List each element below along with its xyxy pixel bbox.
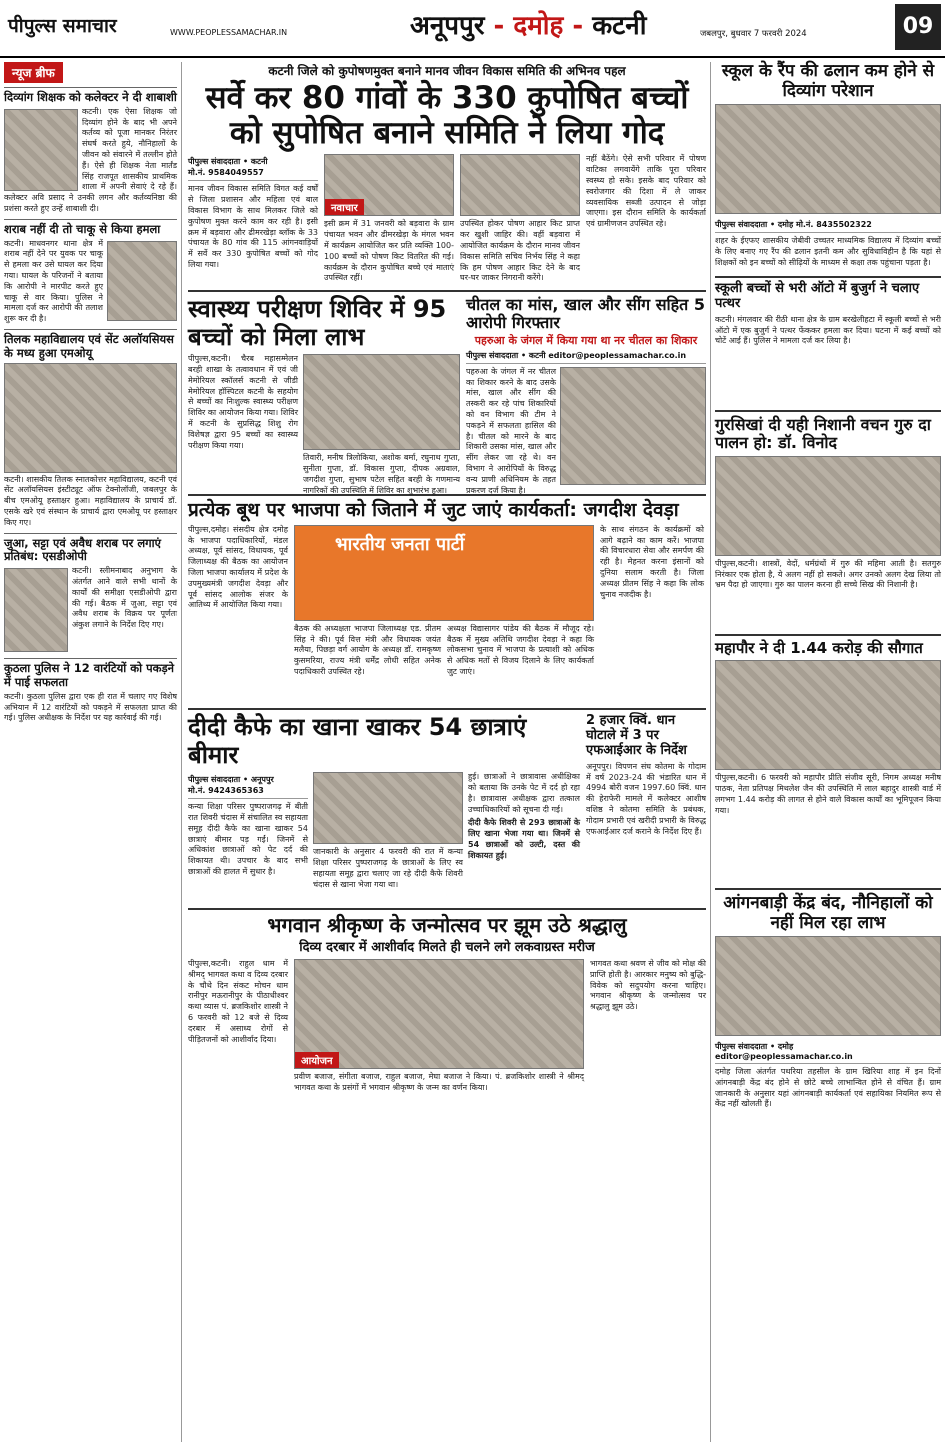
satsang-photo: [715, 456, 941, 556]
victim-photo: [107, 241, 177, 321]
website-url[interactable]: WWW.PEOPLESSAMACHAR.IN: [170, 28, 288, 37]
brief-headline: कुठला पुलिस ने 12 वारंटियों को पकड़ने में पाई सफलता: [4, 658, 177, 690]
brief-item: दिव्यांग शिक्षक को कलेक्टर ने दी शाबाशी कटनी। एक ऐसा शिक्षक जो दिव्यांग होने के बाद भी अपने कर्तव्य को पूजा मानकर निरंतर संघर्ष करते हुये, नौनिहालों के जीवन को संवारने में तल्लीन होते हैं। ऐसे ही शिक्षक नेता मार्तंड सिंह राजपूत शासकीय प्राथमिक शाला में अपनी सेवाएं दे रहे हैं। कलेक्टर अवि प्रसाद ने उनकी लगन और कर्तव्यनिष्ठा की प्रशंसा करते हुए उन्हें शाबाशी दी।: [4, 87, 177, 215]
krishna-subhead: दिव्य दरबार में आशीर्वाद मिलते ही चलने लगे लकवाग्रस्त मरीज: [299, 940, 595, 955]
city-anuppur: अनूपपुर: [410, 11, 485, 41]
brief-item: जुआ, सट्टा एवं अवैध शराब पर लगाएं प्रतिबंध: एसडीओपी कटनी। स्लीमनाबाद अनुभाग के अंतर्गत आने वाले सभी थानों के कार्यों की समीक्षा एसडीओपी द्वारा की गई। बैठक में जुआ, सट्टा एवं अवैध शराब के विक्रय पर पूर्णतः अंकुश लगाने के निर्देश दिए गए।: [4, 533, 177, 631]
ramp-story: स्कूल के रैंप की ढलान कम होने से दिव्यांग परेशान पीपुल्स संवाददाता • दमोह मो.नं. 8435502322 शहर के ईएफए शासकीय जेबीवी उच्चतर माध्यमिक विद्यालय में दिव्यांग बच्चों के लिए बनाए गए रैंप की ढलान इतनी कम और सुविधाविहीन है कि यहां से शिक्षकों को इन बच्चों को सीढ़ियों के माध्यम से कक्षा तक पहुंचाना पड़ता है।: [715, 61, 941, 267]
lead-byline: पीपुल्स संवाददाता • कटनी मो.नं. 9584049557: [188, 154, 318, 181]
brief-headline: शराब नहीं दी तो चाकू से किया हमला: [4, 219, 177, 237]
teacher-photo: [4, 109, 78, 191]
city-katni: कटनी: [592, 11, 647, 41]
lead-story: कटनी जिले को कुपोषणमुक्त बनाने मानव जीवन विकास समिति की अभिनव पहल सर्वे कर 80 गांवों के 330 कुपोषित बच्चों को सुपोषित बनाने समिति ने लिया गोद पीपुल्स संवाददाता • कटनी मो.नं. 9584049557 मानव जीवन विकास समिति विगत कई वर्षों से जिला प्रशासन और महिला एवं बाल विकास विभाग के साथ मिलकर जिले को कुपोषण मुक्त करने काम कर रही है। इसी क्रम में बड़वारा और ढीमरखेड़ा ब्लॉक के 33 पंचायत के 80 गांव की 115 आंगनवाड़ियों में सर्वे कर 330 कुपोषित बच्चों को गोद लिया गया। नवाचार इसी क्रम में 31 जनवरी को बड़वारा के ग्राम पंचायत भवन और ढीमरखेड़ा के मंगल भवन में कार्यक्रम आयोजित कर प्रति व्यक्ति 100-100 बच्चों को पोषण किट वितरित की गई। कार्यक्रम के दौरान कुपोषित बच्चे एवं माताएं उपस्थित रहीं। उपस्थित होकर पोषण आहार किट प्राप्त कर खुशी जाहिर की। वहीं बड़वारा में आयोजित कार्यक्रम के दौरान मानव जीवन विकास समिति सचिव निर्भय सिंह ने कहा कि हम पोषण आहार किट देने के बाद घर-घर जाकर निगरानी करेंगे। नहीं बैठेंगे। ऐसे सभी परिवार में पोषण वाटिका लगवायेंगे ताकि पूरा परिवार स्वस्थ्य हो सके। इसके बाद परिवार को स्वरोजगार की दिशा में ले जाकर व्यवसायिक सब्जी उत्पादन से जोड़ा जाएगा। इस दौरान समिति के कार्यकर्ता एवं ग्रामीणजन उपस्थित रहे।: [188, 64, 706, 283]
auto-headline: स्कूली बच्चों से भरी ऑटो में बुजुर्ग ने चलाए पत्थर: [715, 281, 920, 311]
right-column: [710, 62, 941, 1442]
auto-story: स्कूली बच्चों से भरी ऑटो में बुजुर्ग ने चलाए पत्थर कटनी। मंगलवार की रीठी थाना क्षेत्र के ग्राम बरखेलीहटा में स्कूली बच्चों से भरी ऑटो में एक बुजुर्ग ने पत्थर फेंककर हमला कर दिया। घटना में कई बच्चों को चोटें आई हैं। पुलिस ने मामला दर्ज कर लिया है।: [715, 276, 941, 406]
mahapaur-story: महापौर ने दी 1.44 करोड़ की सौगात पीपुल्स,कटनी। 6 फरवरी को महापौर प्रीति संजीव सूरी, निगम अध्यक्ष मनीष पाठक, नेता प्रतिपक्ष मिथलेश जैन की उपस्थिति में लाल बहादुर शास्त्री वार्ड में लगभग 1.44 करोड़ की लागत से होने वाले विकास कार्यों का भूमिपूजन किया गया।: [715, 634, 941, 884]
anganwadi-headline: आंगनबाड़ी केंद्र बंद, नौनिहालों को नहीं मिल रहा लाभ: [723, 893, 933, 933]
doctor-checkup-photo: [303, 354, 460, 450]
newspaper-logo: पीपुल्स समाचार: [8, 15, 117, 37]
school-ramp-photo: [715, 104, 941, 214]
city-damoh: दमोह: [513, 11, 564, 41]
brief-headline: तिलक महाविद्यालय एवं सेंट अलॉयसियस के मध्य हुआ एमओयू: [4, 329, 177, 361]
brief-item: तिलक महाविद्यालय एवं सेंट अलॉयसियस के मध्य हुआ एमओयू कटनी। शासकीय तिलक स्नातकोत्तर महाविद्यालय, कटनी एवं सेंट अलॉयसियस इंस्टीट्यूट ऑफ टेक्नोलॉजी, जबलपुर के बीच एमओयू हस्ताक्षर हुआ। महाविद्यालय के प्राचार्य डॉ. एसके खरे एवं संस्थान के प्राचार्य द्वारा एमओयू पर हस्ताक्षर किए गए।: [4, 329, 177, 529]
chital-story: चीतल का मांस, खाल और सींग सहित 5 आरोपी गिरफ्तार पहरुआ के जंगल में किया गया था नर चीतल का शिकार पीपुल्स संवाददाता • कटनी editor@peoplessamachar.co.in पहरुआ के जंगल में नर चीतल का शिकार करने के बाद उसके मांस, खाल और सींग की तस्करी कर रहे पांच शिकारियों को वन विभाग की टीम ने पकड़ने में सफलता हासिल की है। चीतल को मारने के बाद शिकारी उसका मांस, खाल और सींग लेकर जा रहे थे। वन विभाग ने आरोपियों के विरुद्ध वन्य प्राणी अधिनियम के तहत प्रकरण दर्ज किया है।: [466, 295, 705, 495]
mou-photo: [4, 363, 177, 473]
krishna-photo-tag: आयोजन: [295, 1052, 339, 1068]
krishna-headline: भगवान श्रीकृष्ण के जन्मोत्सव पर झूम उठे श्रद्धालु: [267, 913, 627, 937]
brief-item: शराब नहीं दी तो चाकू से किया हमला कटनी। माधवनगर थाना क्षेत्र में शराब नहीं देने पर युवक पर चाकू से हमला कर उसे घायल कर दिया गया। घायल के परिजनों ने बताया कि आरोपी ने मारपीट करते हुए चाकू से वार किया। पुलिस ने मामला दर्ज कर आरोपी की तलाश शुरू कर दी है।: [4, 219, 177, 325]
lead-photo: [324, 154, 454, 216]
brief-headline: दिव्यांग शिक्षक को कलेक्टर ने दी शाबाशी: [4, 87, 177, 105]
news-brief-column: [4, 62, 182, 1442]
didi-cafe-story: दीदी कैफे का खाना खाकर 54 छात्राएं बीमार पीपुल्स संवाददाता • अनूपपुर मो.नं. 9424365363 कन्या शिक्षा परिसर पुष्पराजगढ़ में बीती रात शिवरी चंदास में संचालित स्व सहायता समूह दीदी कैफे का खाना खाकर 54 छात्राएं बीमार पड़ गईं। जिनमें से अधिकांश छात्राओं को पेट दर्द की शिकायत थी। उपचार के बाद सभी छात्राओं की हालत में सुधार है। जानकारी के अनुसार 4 फरवरी की रात में कन्या शिक्षा परिसर पुष्पराजगढ़ के छात्राओं के लिए स्व सहायता समूह द्वारा चलाए जा रहे दीदी कैफे शिवरी चंदास से खाना भेजा गया था। हुई। छात्राओं ने छात्रावास अधीक्षिका को बताया कि उनके पेट में दर्द हो रहा है। छात्रावास अधीक्षक द्वारा तत्काल उच्चाधिकारियों को सूचना दी गई। दीदी कैफे शिवरी से 293 छात्राओं के लिए खाना भेजा गया था। जिनमें से 54 छात्राओं को उल्टी, दस्त की शिकायत हुई।: [188, 713, 580, 889]
main-content: [188, 62, 706, 1442]
dhan-headline: 2 हजार क्विं. धान घोटाले में 3 पर एफआईआर के निर्देश: [586, 713, 687, 758]
police-meeting-photo: [4, 568, 68, 652]
gurusikh-story: गुरसिखां दी यही निशानी वचन गुरु दा पालन हो: डॉ. विनोद पीपुल्स,कटनी। शास्त्रों, वेदों, धर्मग्रंथों में गुरु की महिमा आती है। सतगुरु निरंकार एक होता है, ये अलग नहीं हो सकते। अगर उनको अलग देख लिया तो भ्रम पैदा हो जाएगा। गुरु का पालन करना ही सच्चे सिख की निशानी है।: [715, 410, 941, 630]
chital-headline: चीतल का मांस, खाल और सींग सहित 5 आरोपी गिरफ्तार: [466, 295, 705, 333]
lead-kicker: कटनी जिले को कुपोषणमुक्त बनाने मानव जीवन विकास समिति की अभिनव पहल: [268, 64, 626, 78]
health-headline: स्वास्थ्य परीक्षण शिविर में 95 बच्चों को मिला लाभ: [188, 295, 447, 351]
lead-photo-2: [460, 154, 580, 216]
health-camp-story: स्वास्थ्य परीक्षण शिविर में 95 बच्चों को मिला लाभ पीपुल्स,कटनी। चैरब महासम्मेलन बरही शाखा के तत्वावधान में एवं जी मेमोरियल स्कॉलर्स कटनी से जीडी मेमोरियल हॉस्पिटल कटनी के सहयोग से बच्चों का निःशुल्क स्वास्थ्य परीक्षण शिविर का आयोजन किया गया। शिविर में कटनी के सुप्रसिद्ध शिशु रोग विशेषज्ञ द्वारा 95 बच्चों का स्वास्थ्य परीक्षण किया गया। तिवारी, मनीष त्रिलोकिया, अशोक बर्मा, रघुनाथ गुप्ता, सुनीता गुप्ता, डॉ. विकास गुप्ता, दीपक अग्रवाल, जगदीश गुप्ता, सुभाष पटेल सहित बरही के गणमान्य नागरिकों की उपस्थिति में शिविर का शुभारंभ हुआ।: [188, 295, 460, 495]
bjp-meeting-photo: [294, 525, 594, 621]
news-brief-label: न्यूज ब्रीफ: [4, 62, 63, 83]
anganwadi-story: आंगनबाड़ी केंद्र बंद, नौनिहालों को नहीं मिल रहा लाभ पीपुल्स संवाददाता • दमोह editor@peoplessamachar.co.in दमोह जिला अंतर्गत पथरिया तहसील के ग्राम खिरिया शाह में इन दिनों आंगनबाड़ी केंद्र बंद होने से छोटे बच्चे लाभान्वित होने से वंचित हैं। ग्राम जानकारी के अनुसार यहां आंगनबाड़ी कार्यकर्ता एवं सहायिका नियमित रूप से केंद्र नहीं खोलती हैं।: [715, 888, 941, 1228]
lead-photo-tag: नवाचार: [325, 199, 364, 215]
ramp-headline: स्कूल के रैंप की ढलान कम होने से दिव्यांग परेशान: [721, 61, 935, 101]
didi-note: दीदी कैफे शिवरी से 293 छात्राओं के लिए खाना भेजा गया था। जिनमें से 54 छात्राओं को उल्टी, दस्त की शिकायत हुई।: [468, 818, 580, 860]
krishna-story: भगवान श्रीकृष्ण के जन्मोत्सव पर झूम उठे श्रद्धालु दिव्य दरबार में आशीर्वाद मिलते ही चलने लगे लकवाग्रस्त मरीज पीपुल्स,कटनी। राहुल धाम में श्रीमद् भागवत कथा व दिव्य दरबार के चौथे दिन संकट मोचन धाम रानीपुर मऊरानीपुर के पीठाधीश्वर कथा व्यास पं. ब्रजकिशोर शास्त्री ने 6 फरवरी को 12 बजे से दिव्य दरबार में असाध्य रोगों से पीड़ितजनों को आशीर्वाद दिया। आयोजन प्रवीण बजाज, संगीता बजाज, राहुल बजाज, मेघा बजाज ने किया। पं. ब्रजकिशोर शास्त्री ने श्रीमद् भागवत कथा के प्रसंगों में भगवान श्रीकृष्ण के जन्म का वर्णन किया। भागवत कथा श्रवण से जीव को मोक्ष की प्राप्ति होती है। आरकार मनुष्य को बुद्धि-विवेक को सदुपयोग करना चाहिए। भगवान श्रीकृष्ण के जन्मोत्सव पर श्रद्धालु झूम उठे।: [188, 908, 706, 1218]
arrested-accused-photo: [560, 367, 706, 485]
bjp-banner-text: भारतीय जनता पार्टी: [335, 533, 465, 555]
lead-headline: सर्वे कर 80 गांवों के 330 कुपोषित बच्चों को सुपोषित बनाने समिति ने लिया गोद: [205, 80, 689, 151]
page-number: 09: [895, 4, 941, 50]
gurusikh-headline: गुरसिखां दी यही निशानी वचन गुरु दा पालन हो: डॉ. विनोद: [715, 415, 931, 453]
bjp-headline: प्रत्येक बूथ पर भाजपा को जिताने में जुट जाएं कार्यकर्ता: जगदीश देवड़ा: [188, 499, 679, 521]
students-photo: [313, 772, 463, 844]
masthead: [0, 0, 945, 58]
bjp-story: प्रत्येक बूथ पर भाजपा को जिताने में जुट जाएं कार्यकर्ता: जगदीश देवड़ा पीपुल्स,दमोह। संसदीय क्षेत्र दमोह के भाजपा पदाधिकारियों, मंडल अध्यक्ष, पूर्व सांसद, विधायक, पूर्व जिलाध्यक्ष की बैठक का आयोजन जिला भाजपा कार्यालय में प्रदेश के उपमुख्यमंत्री जगदीश देवड़ा और पूर्व सांसद आलोक संजर के आतिथ्य में आयोजित किया गया। भारतीय जनता पार्टी बैठक की अध्यक्षता भाजपा जिलाध्यक्ष एड. प्रीतम सिंह ने की। पूर्व वित्त मंत्री और विधायक जयंत मलैया, पिछड़ा वर्ग आयोग के अध्यक्ष डॉ. रामकृष्ण कुसमरिया, राज्य मंत्री धर्मेंद्र लोधी सहित अनेक पदाधिकारी उपस्थित रहे। अध्यक्ष विद्यासागर पांडेय की बैठक में मौजूद रहे। बैठक में मुख्य अतिथि जगदीश देवड़ा ने कहा कि लोकसभा चुनाव में भाजपा के प्रत्याशी को अधिक से अधिक मतों से विजय दिलाने के लिए कार्यकर्ता जुट जाएं। के साथ संगठन के कार्यक्रमों को आगे बढ़ाने का काम करें। भाजपा की विचारधारा सेवा और समर्पण की रही है। मेहनत करना इंसानों को दुनिया सलाम करती है। जिला अध्यक्ष प्रीतम सिंह ने कहा कि लोक चुनाव नजदीक है।: [188, 494, 706, 704]
edition-date: जबलपुर, बुधवार 7 फरवरी 2024: [700, 29, 807, 39]
edition-cities: अनूपपुर - दमोह - कटनी: [410, 11, 647, 41]
didi-headline: दीदी कैफे का खाना खाकर 54 छात्राएं बीमार: [188, 713, 527, 769]
mahapaur-headline: महापौर ने दी 1.44 करोड़ की सौगात: [715, 639, 923, 657]
brief-item: कुठला पुलिस ने 12 वारंटियों को पकड़ने में पाई सफलता कटनी। कुठला पुलिस द्वारा एक ही रात में चलाए गए विशेष अभियान में 12 वारंटियों को पकड़ने में सफलता प्राप्त की गई। पुलिस अधीक्षक के निर्देश पर यह कार्रवाई की गई।: [4, 658, 177, 724]
chital-subhead: पहरुआ के जंगल में किया गया था नर चीतल का शिकार: [474, 333, 698, 347]
devotees-photo: [294, 959, 584, 1069]
brief-headline: जुआ, सट्टा एवं अवैध शराब पर लगाएं प्रतिबंध: एसडीओपी: [4, 533, 177, 565]
anganwadi-building-photo: [715, 936, 941, 1036]
dhan-story: 2 हजार क्विं. धान घोटाले में 3 पर एफआईआर के निर्देश अनूपपुर। विपणन संघ कोतमा के गोदाम में वर्ष 2023-24 की भंडारित धान में 4994 बोरी वजन 1997.60 क्विं. धान की हेराफेरी मामले में कलेक्टर आशीष वशिष्ठ ने कोतमा समिति के प्रबंधक, गोदाम प्रभारी एवं खरीदी प्रभारी के विरुद्ध एफआईआर दर्ज कराने के निर्देश दिए हैं।: [586, 713, 706, 836]
bhoomipujan-photo: [715, 660, 941, 770]
